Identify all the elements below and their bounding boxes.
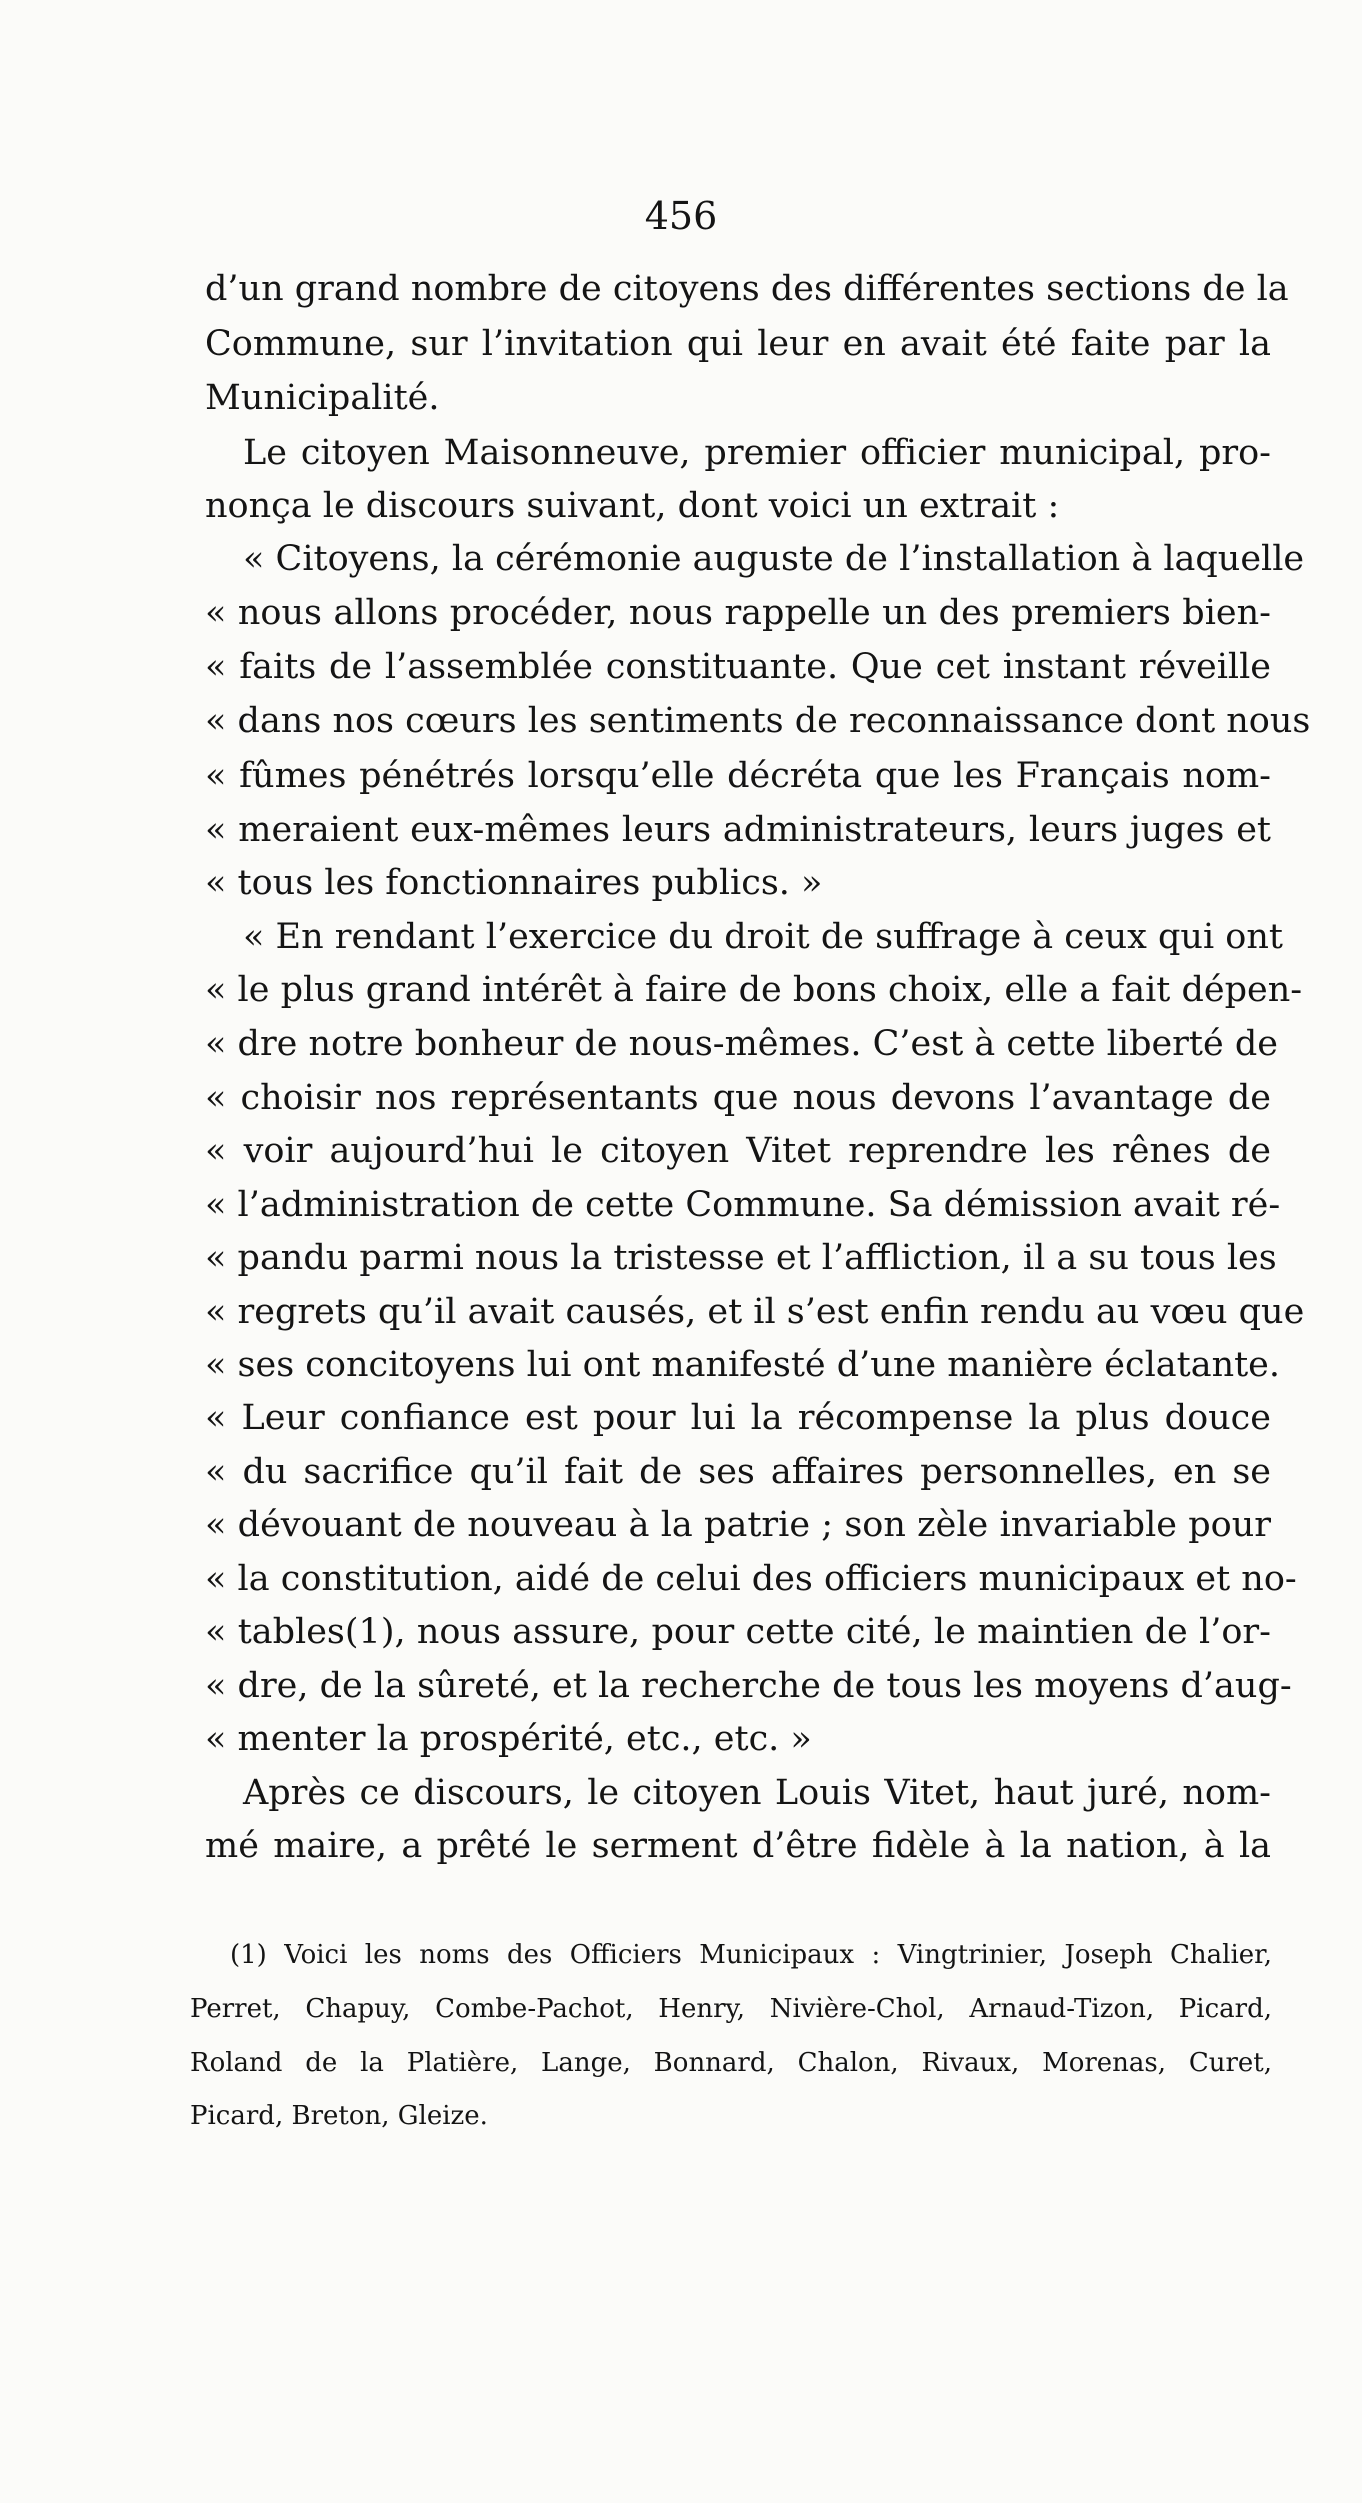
body-line: « faits de l’assemblée constituante. Que cet instant réveille [205,647,1271,687]
body-line: « fûmes pénétrés lorsqu’elle décréta que les Français nom- [205,756,1271,796]
body-line: « tables(1), nous assure, pour cette cité, le maintien de l’or- [205,1612,1271,1652]
body-line: « ses concitoyens lui ont manifesté d’une manière éclatante. [205,1345,1281,1385]
body-line: Municipalité. [205,378,440,418]
body-line: « dre notre bonheur de nous-mêmes. C’est à cette liberté de [205,1024,1278,1064]
body-line: « l’administration de cette Commune. Sa démission avait ré- [205,1185,1281,1225]
body-line: « pandu parmi nous la tristesse et l’affliction, il a su tous les [205,1238,1277,1278]
body-line: Le citoyen Maisonneuve, premier officier municipal, pro- [243,433,1271,473]
body-line: « menter la prospérité, etc., etc. » [205,1719,812,1759]
body-line: « Leur confiance est pour lui la récompense la plus douce [205,1398,1271,1438]
body-line: nonça le discours suivant, dont voici un extrait : [205,486,1060,526]
body-line: « du sacrifice qu’il fait de ses affaires personnelles, en se [205,1452,1271,1492]
body-line: « la constitution, aidé de celui des officiers municipaux et no- [205,1559,1297,1599]
body-line: « tous les fonctionnaires publics. » [205,863,823,903]
body-line: « En rendant l’exercice du droit de suffrage à ceux qui ont [243,917,1283,957]
footnote-line: Picard, Breton, Gleize. [190,2101,488,2131]
body-line: « meraient eux-mêmes leurs administrateurs, leurs juges et [205,810,1271,850]
body-line: « choisir nos représentants que nous devons l’avantage de [205,1078,1271,1118]
body-line: d’un grand nombre de citoyens des différentes sections de la [205,269,1289,309]
footnote-line: Perret, Chapuy, Combe-Pachot, Henry, Nivière-Chol, Arnaud-Tizon, Picard, [190,1994,1272,2024]
body-line: « dans nos cœurs les sentiments de reconnaissance dont nous [205,701,1311,741]
body-line: « le plus grand intérêt à faire de bons choix, elle a fait dépen- [205,970,1303,1010]
body-line: Après ce discours, le citoyen Louis Vitet, haut juré, nom- [243,1773,1271,1813]
body-line: Commune, sur l’invitation qui leur en avait été faite par la [205,324,1271,364]
footnote-line: Roland de la Platière, Lange, Bonnard, Chalon, Rivaux, Morenas, Curet, [190,2048,1272,2078]
body-line: mé maire, a prêté le serment d’être fidèle à la nation, à la [205,1826,1271,1866]
body-line: « dévouant de nouveau à la patrie ; son zèle invariable pour [205,1505,1271,1545]
body-line: « Citoyens, la cérémonie auguste de l’installation à laquelle [243,539,1305,579]
body-line: « regrets qu’il avait causés, et il s’est enfin rendu au vœu que [205,1292,1305,1332]
body-line: « dre, de la sûreté, et la recherche de tous les moyens d’aug- [205,1666,1292,1706]
body-line: « nous allons procéder, nous rappelle un des premiers bien- [205,593,1271,633]
body-line: « voir aujourd’hui le citoyen Vitet reprendre les rênes de [205,1131,1271,1171]
footnote-line: (1) Voici les noms des Officiers Municipaux : Vingtrinier, Joseph Chalier, [230,1940,1272,1970]
page-number: 456 [644,194,718,238]
